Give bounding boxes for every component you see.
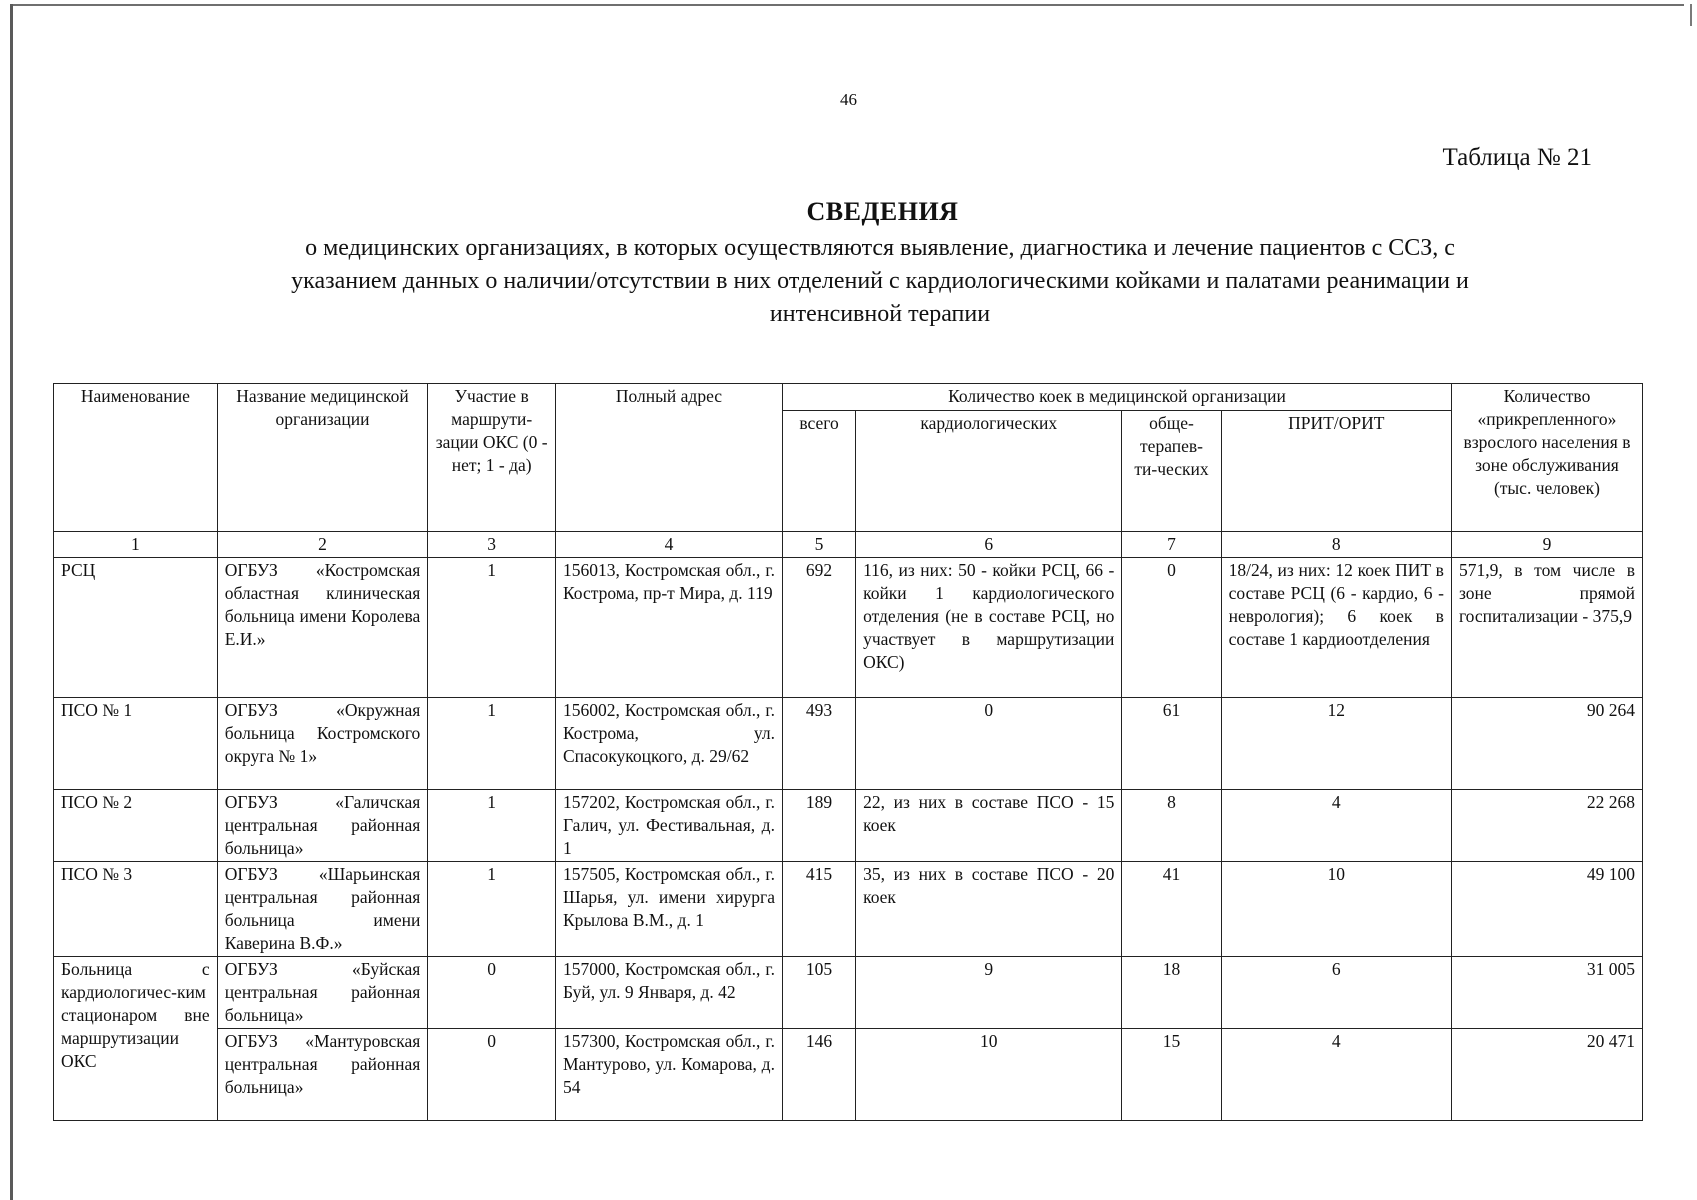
cell-routing: 1: [428, 558, 556, 698]
page-number: 46: [840, 90, 857, 109]
column-number: 7: [1122, 532, 1221, 558]
cell-address: 157300, Костромская обл., г. Мантурово, ул. Комарова, д. 54: [555, 1029, 782, 1121]
cell-routing: 1: [428, 862, 556, 957]
table-row: [54, 1029, 1643, 1121]
column-number: 5: [782, 532, 855, 558]
cell-total: 189: [782, 790, 855, 862]
header-name: Наименование: [54, 384, 218, 532]
cell-population: 22 268: [1451, 790, 1642, 862]
cell-address: 157505, Костромская обл., г. Шарья, ул. имени хирурга Крылова В.М., д. 1: [555, 862, 782, 957]
column-number: 1: [54, 532, 218, 558]
cell-icu: 12: [1221, 698, 1451, 790]
cell-general: 8: [1122, 790, 1221, 862]
cell-general: 61: [1122, 698, 1221, 790]
cell-org: ОГБУЗ «Окружная больница Костромского округа № 1»: [217, 698, 428, 790]
cell-population: 90 264: [1451, 698, 1642, 790]
cell-population: 571,9, в том числе в зоне прямой госпитализации - 375,9: [1451, 558, 1642, 698]
cell-routing: 0: [428, 957, 556, 1029]
cell-address: 156002, Костромская обл., г. Кострома, ул. Спасокукоцкого, д. 29/62: [555, 698, 782, 790]
cell-name: ПСО № 2: [54, 790, 218, 862]
table-row: [54, 957, 1643, 1029]
cell-icu: 18/24, из них: 12 коек ПИТ в составе РСЦ (6 - кардио, 6 - неврология); 6 коек в составе 1 кардиоотделения: [1221, 558, 1451, 698]
cell-cardio: 0: [856, 698, 1122, 790]
cell-cardio: 10: [856, 1029, 1122, 1121]
cell-routing: 1: [428, 698, 556, 790]
column-number: 9: [1451, 532, 1642, 558]
document-subtitle: о медицинских организациях, в которых осуществляются выявление, диагностика и лечение пациентов с ССЗ, с указанием данных о наличии/отсутствии в них отделений с кардиологическими койками и палатами реанимации и интенсивной терапии: [291, 235, 1469, 327]
cell-org: ОГБУЗ «Буйская центральная районная больница»: [217, 957, 428, 1029]
document-title: СВЕДЕНИЯ: [806, 197, 959, 226]
cell-general: 18: [1122, 957, 1221, 1029]
table-row: [54, 790, 1643, 862]
cell-address: 157000, Костромская обл., г. Буй, ул. 9 Января, д. 42: [555, 957, 782, 1029]
cell-name: ПСО № 1: [54, 698, 218, 790]
cell-icu: 10: [1221, 862, 1451, 957]
header-cardio: кардиологических: [856, 411, 1122, 532]
cell-org: ОГБУЗ «Мантуровская центральная районная больница»: [217, 1029, 428, 1121]
cell-cardio: 116, из них: 50 - койки РСЦ, 66 - койки 1 кардиологического отделения (не в составе РСЦ, но участвует в маршрутизации ОКС): [856, 558, 1122, 698]
cell-general: 0: [1122, 558, 1221, 698]
cell-total: 105: [782, 957, 855, 1029]
cell-icu: 4: [1221, 1029, 1451, 1121]
cell-org: ОГБУЗ «Шарьинская центральная районная больница имени Каверина В.Ф.»: [217, 862, 428, 957]
cell-cardio: 35, из них в составе ПСО - 20 коек: [856, 862, 1122, 957]
column-number: 2: [217, 532, 428, 558]
table-number: Таблица № 21: [1442, 144, 1592, 171]
cell-name: ПСО № 3: [54, 862, 218, 957]
table-row: [54, 558, 1643, 698]
cell-icu: 4: [1221, 790, 1451, 862]
column-number-row: [54, 532, 1643, 558]
cell-population: 20 471: [1451, 1029, 1642, 1121]
cell-population: 31 005: [1451, 957, 1642, 1029]
cell-name: РСЦ: [54, 558, 218, 698]
cell-routing: 0: [428, 1029, 556, 1121]
cell-cardio: 22, из них в составе ПСО - 15 коек: [856, 790, 1122, 862]
column-number: 4: [555, 532, 782, 558]
header-general: обще-терапев-ти-ческих: [1122, 411, 1221, 532]
header-icu: ПРИТ/ОРИТ: [1221, 411, 1451, 532]
cell-total: 493: [782, 698, 855, 790]
data-table: [53, 383, 1643, 1121]
cell-general: 41: [1122, 862, 1221, 957]
cell-total: 146: [782, 1029, 855, 1121]
column-number: 6: [856, 532, 1122, 558]
header-total: всего: [782, 411, 855, 532]
header-routing: Участие в маршрути-зации ОКС (0 - нет; 1 - да): [428, 384, 556, 532]
scan-edge-right: [1690, 4, 1692, 26]
cell-address: 156013, Костромская обл., г. Кострома, пр-т Мира, д. 119: [555, 558, 782, 698]
cell-routing: 1: [428, 790, 556, 862]
cell-org: ОГБУЗ «Костромская областная клиническая больница имени Королева Е.И.»: [217, 558, 428, 698]
cell-general: 15: [1122, 1029, 1221, 1121]
cell-population: 49 100: [1451, 862, 1642, 957]
cell-total: 692: [782, 558, 855, 698]
table-row: [54, 698, 1643, 790]
cell-cardio: 9: [856, 957, 1122, 1029]
cell-name: Больница с кардиологичес-ким стационаром вне маршрутизации ОКС: [54, 957, 218, 1121]
header-address: Полный адрес: [555, 384, 782, 532]
cell-address: 157202, Костромская обл., г. Галич, ул. Фестивальная, д. 1: [555, 790, 782, 862]
cell-org: ОГБУЗ «Галичская центральная районная больница»: [217, 790, 428, 862]
scan-edge-top: [12, 4, 1684, 6]
table-row: [54, 862, 1643, 957]
header-beds-group: Количество коек в медицинской организации: [782, 384, 1451, 411]
scan-edge-left: [10, 4, 13, 1200]
cell-icu: 6: [1221, 957, 1451, 1029]
cell-total: 415: [782, 862, 855, 957]
header-population: Количество «прикрепленного» взрослого населения в зоне обслуживания (тыс. человек): [1451, 384, 1642, 532]
column-number: 8: [1221, 532, 1451, 558]
column-number: 3: [428, 532, 556, 558]
header-org: Название медицинской организации: [217, 384, 428, 532]
